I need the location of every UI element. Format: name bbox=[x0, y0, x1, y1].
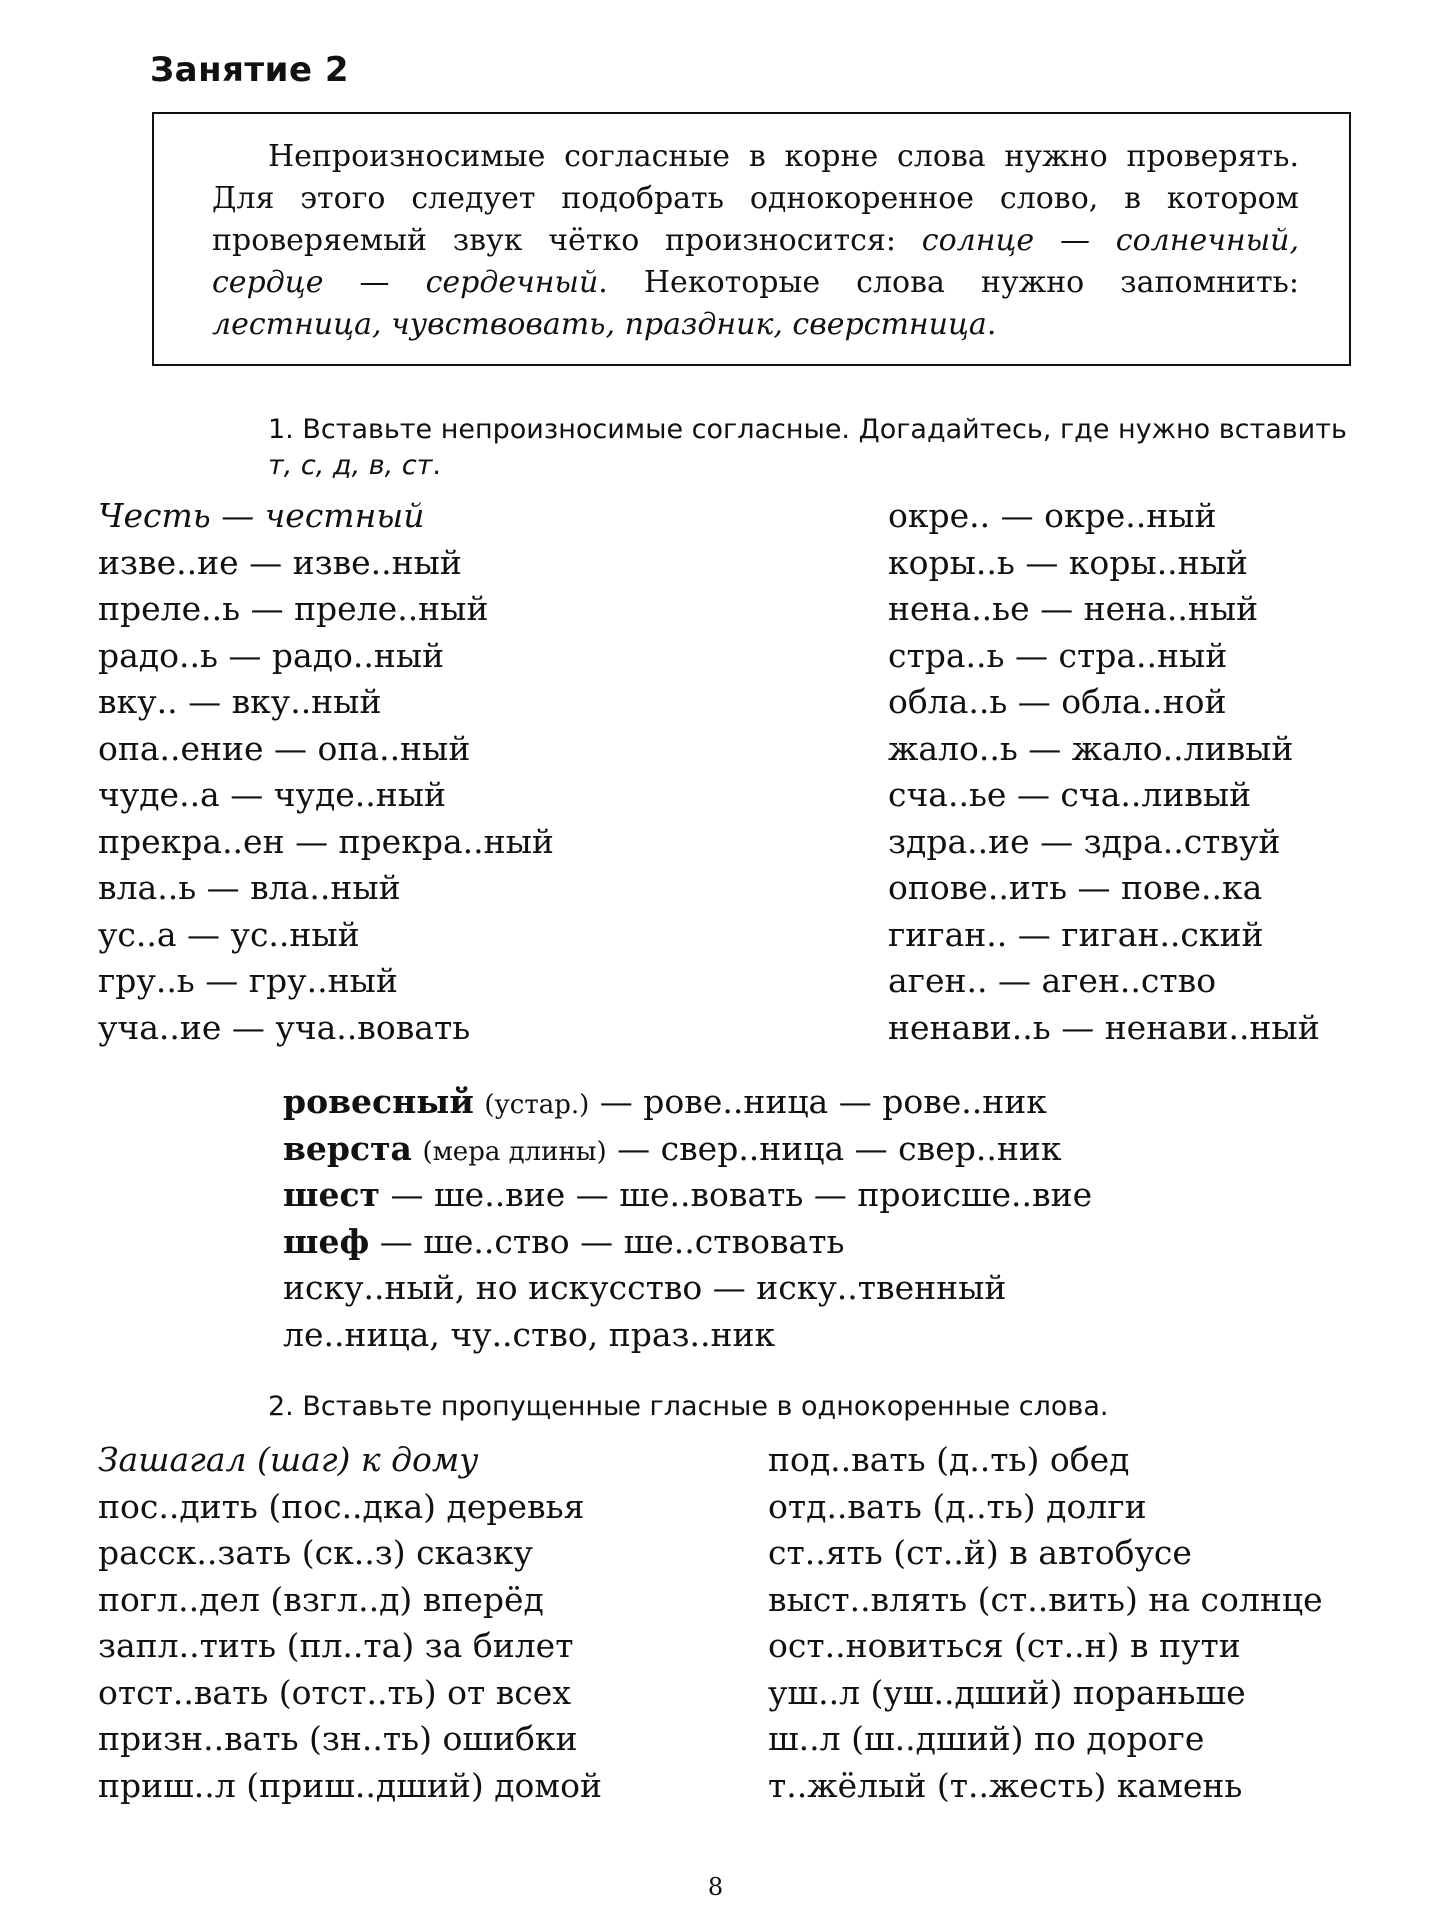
task-2-item: ост..новиться (ст..н) в пути bbox=[768, 1626, 1241, 1665]
task-1-item: опа..ение — опа..ный bbox=[98, 728, 471, 768]
task-1-item: ненави..ь — ненави..ный bbox=[888, 1007, 1320, 1047]
task-2-item: запл..тить (пл..та) за билет bbox=[98, 1626, 574, 1665]
task-2-item: под..вать (д..ть) обед bbox=[768, 1440, 1130, 1479]
task-1-right-column bbox=[888, 493, 1320, 1051]
task-1-item: гру..ь — гру..ный bbox=[98, 961, 398, 1000]
word-family-line: ле..ница, чу..ство, праз..ник bbox=[283, 1314, 776, 1354]
task-1-item: сча..ье — сча..ливый bbox=[888, 775, 1252, 814]
task-1-left-column bbox=[98, 493, 554, 1051]
task-2-item: пос..дить (пос..дка) деревья bbox=[98, 1486, 585, 1526]
word-family-line: иску..ный, но искусство — иску..твенный bbox=[283, 1268, 1007, 1307]
task-2-item: погл..дел (взгл..д) вперёд bbox=[98, 1579, 544, 1619]
task-2-item: выст..влять (ст..вить) на солнце bbox=[768, 1579, 1323, 1619]
task-1-item: нена..ье — нена..ный bbox=[888, 589, 1259, 628]
task-2-item: ш..л (ш..дший) по дороге bbox=[768, 1719, 1205, 1758]
task-1-item: здра..ие — здра..ствуй bbox=[888, 821, 1281, 861]
rule-text: Непроизносимые согласные в корне слова нужно проверять. Для этого следует подобрать однокоренное слово, в котором проверяемый звук чётко произносится: солнце — солнечный, сердце — сердечный. Некоторые слова нужно запомнить: лестница, чувствовать, праздник, сверстница. bbox=[212, 139, 1299, 342]
task-2-item: ст..ять (ст..й) в автобусе bbox=[768, 1533, 1192, 1572]
lesson-title: Занятие 2 bbox=[150, 50, 350, 90]
task-1-letters: т, с, д, в, ст bbox=[268, 450, 433, 481]
task-2-right-column bbox=[768, 1437, 1323, 1809]
word-family-line: шеф — ше..ство — ше..ствовать bbox=[283, 1221, 845, 1261]
task-1-item: преле..ь — преле..ный bbox=[98, 589, 489, 628]
task-1-heading: 1. Вставьте непроизносимые согласные. Догадайтесь, где нужно вставить т, с, д, в, ст. bbox=[268, 414, 1347, 481]
task-1-item: стра..ь — стра..ный bbox=[888, 635, 1228, 675]
task-1-item: коры..ь — коры..ный bbox=[888, 542, 1248, 582]
task-2-item: расск..зать (ск..з) сказку bbox=[98, 1533, 533, 1572]
task-1-item: жало..ь — жало..ливый bbox=[888, 728, 1294, 768]
task-1-item: чуде..а — чуде..ный bbox=[98, 775, 447, 814]
task-2-example: Зашагал (шаг) к дому bbox=[98, 1440, 479, 1479]
task-1-item: гиган.. — гиган..ский bbox=[888, 914, 1264, 954]
task-2-item: т..жёлый (т..жесть) камень bbox=[768, 1765, 1243, 1805]
word-family-line: верста (мера длины) — свер..ница — свер..ник bbox=[283, 1128, 1062, 1168]
task-2-item: призн..вать (зн..ть) ошибки bbox=[98, 1719, 578, 1758]
rule-example-2: лестница, чувствовать, праздник, сверстница bbox=[212, 307, 987, 342]
task-1-item: обла..ь — обла..ной bbox=[888, 682, 1227, 721]
task-2-item: приш..л (приш..дший) домой bbox=[98, 1765, 602, 1805]
task-1-item: изве..ие — изве..ный bbox=[98, 542, 462, 582]
word-family-line: шест — ше..вие — ше..вовать — происше..вие bbox=[283, 1175, 1093, 1214]
task-1-item: аген.. — аген..ство bbox=[888, 961, 1217, 1000]
page-number: 8 bbox=[707, 1873, 724, 1901]
task-1-item: ус..а — ус..ный bbox=[98, 914, 360, 954]
task-2-heading: 2. Вставьте пропущенные гласные в однокоренные слова. bbox=[268, 1391, 1109, 1422]
rule-box bbox=[152, 112, 1351, 366]
task-1-item: опове..ить — пове..ка bbox=[888, 868, 1263, 907]
task-2-left-column bbox=[98, 1437, 602, 1809]
task-1-item: уча..ие — уча..вовать bbox=[98, 1007, 471, 1047]
rule-example-1: солнце — солнечный, сердце — сердечный bbox=[212, 223, 1299, 300]
task-1-item: вку.. — вку..ный bbox=[98, 682, 382, 721]
task-1-item: вла..ь — вла..ный bbox=[98, 868, 401, 907]
task-2-item: уш..л (уш..дший) пораньше bbox=[768, 1672, 1246, 1712]
task-1-item: прекра..ен — прекра..ный bbox=[98, 821, 554, 861]
task-2-item: отст..вать (отст..ть) от всех bbox=[98, 1672, 571, 1712]
task-1-word-families bbox=[283, 1079, 1092, 1358]
word-family-line: ровесный (устар.) — рове..ница — рове..ник bbox=[283, 1082, 1047, 1121]
task-1-example: Честь — честный bbox=[98, 496, 425, 535]
task-2-item: отд..вать (д..ть) долги bbox=[768, 1486, 1147, 1526]
task-1-item: радо..ь — радо..ный bbox=[98, 635, 445, 675]
task-1-item: окре.. — окре..ный bbox=[888, 496, 1217, 535]
